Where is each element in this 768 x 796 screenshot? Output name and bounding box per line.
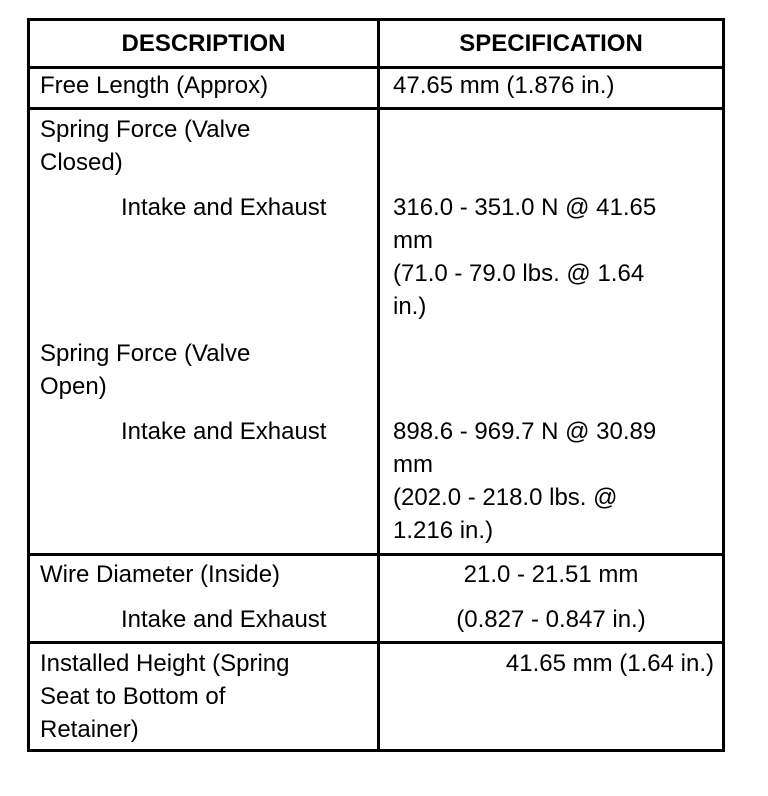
spring-force-open-spec-line1: 898.6 - 969.7 N @ 30.89 [393, 418, 657, 445]
spring-force-closed-spec-line1: 316.0 - 351.0 N @ 41.65 [393, 194, 657, 221]
installed-height-description-line1: Installed Height (Spring [40, 650, 290, 677]
header-specification: SPECIFICATION [459, 30, 643, 57]
installed-height-spec: 41.65 mm (1.64 in.) [505, 650, 714, 677]
wire-diameter-description: Wire Diameter (Inside) [40, 561, 281, 588]
spring-force-open-spec-line2: mm [393, 451, 433, 478]
spring-force-open-spec-line3: (202.0 - 218.0 lbs. @ [393, 484, 618, 511]
installed-height-description-line3: Retainer) [40, 716, 139, 743]
spring-force-open-sub-label: Intake and Exhaust [121, 418, 327, 445]
spring-force-closed-sub-label: Intake and Exhaust [121, 194, 327, 221]
spec-table [27, 18, 725, 752]
free-length-spec: 47.65 mm (1.876 in.) [393, 72, 615, 99]
header-description: DESCRIPTION [121, 30, 286, 57]
spring-force-closed-description-line1: Spring Force (Valve [40, 116, 251, 143]
installed-height-description-line2: Seat to Bottom of [40, 683, 226, 710]
spring-force-closed-spec-line4: in.) [393, 293, 427, 320]
column-divider [377, 21, 380, 749]
spring-force-closed-description-line2: Closed) [40, 149, 123, 176]
wire-diameter-sub-label: Intake and Exhaust [121, 606, 327, 633]
spring-force-open-spec-line4: 1.216 in.) [393, 517, 494, 544]
free-length-description: Free Length (Approx) [40, 72, 269, 99]
spring-force-closed-spec-line2: mm [393, 227, 433, 254]
row-divider [30, 553, 722, 556]
spring-force-open-description-line2: Open) [40, 373, 107, 400]
spring-force-closed-spec-line3: (71.0 - 79.0 lbs. @ 1.64 [393, 260, 645, 287]
wire-diameter-spec-line2: (0.827 - 0.847 in.) [456, 606, 646, 633]
row-divider [30, 107, 722, 110]
row-divider [30, 641, 722, 644]
wire-diameter-spec-line1: 21.0 - 21.51 mm [463, 561, 639, 588]
spring-force-open-description-line1: Spring Force (Valve [40, 340, 251, 367]
